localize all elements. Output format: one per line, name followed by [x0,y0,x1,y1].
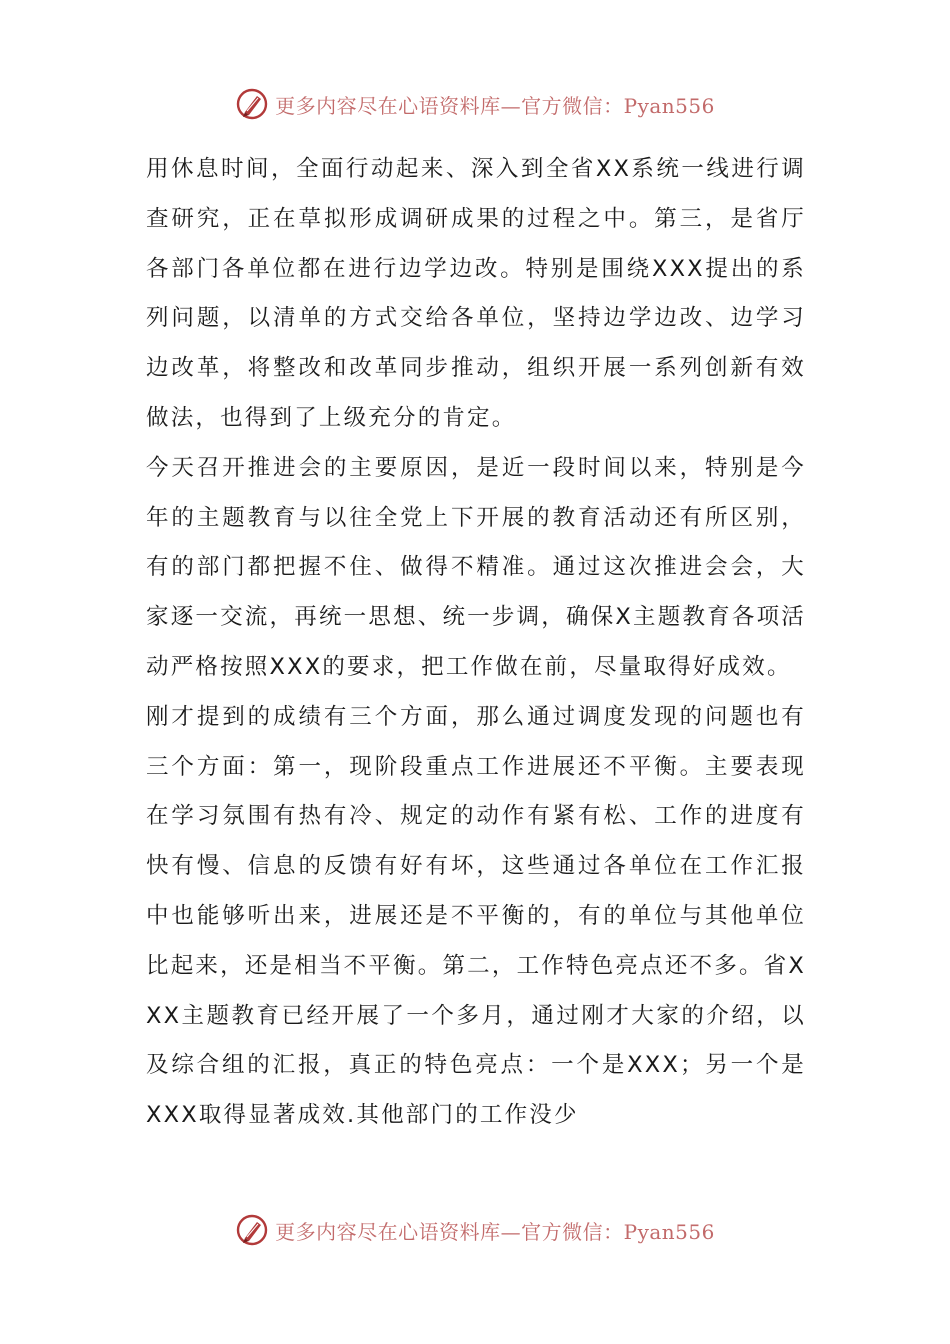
pen-nib-circle-icon [235,1213,269,1247]
banner-text: 更多内容尽在心语资料库—官方微信：Pyan556 [275,1219,715,1244]
banner-text: 更多内容尽在心语资料库—官方微信：Pyan556 [275,93,715,118]
header-banner [0,84,950,124]
document-body [146,145,806,1141]
paragraph: 刚才提到的成绩有三个方面，那么通过调度发现的问题也有三个方面：第一，现阶段重点工作进展还不平衡。主要表现在学习氛围有热有冷、规定的动作有紧有松、工作的进度有快有慢、信息的反馈有好有坏，这些通过各单位在工作汇报中也能够听出来，进展还是不平衡的，有的单位与其他单位比起来，还是相当不平衡。第二，工作特色亮点还不多。省XXX主题教育已经开展了一个多月，通过刚才大家的介绍，以及综合组的汇报，真正的特色亮点：一个是XXX；另一个是XXX取得显著成效.其他部门的工作没少 [146,703,806,1129]
pen-nib-circle-icon [235,87,269,121]
paragraph: 用休息时间，全面行动起来、深入到全省XX系统一线进行调查研究，正在草拟形成调研成果的过程之中。第三，是省厅各部门各单位都在进行边学边改。特别是围绕XXX提出的系列问题，以清单的方式交给各单位，坚持边学边改、边学习边改革，将整改和改革同步推动，组织开展一系列创新有效做法，也得到了上级充分的肯定。 [146,156,806,431]
footer-banner [0,1210,950,1250]
paragraph: 今天召开推进会的主要原因，是近一段时间以来，特别是今年的主题教育与以往全党上下开展的教育活动还有所区别，有的部门都把握不住、做得不精准。通过这次推进会会，大家逐一交流，再统一思想、统一步调，确保X主题教育各项活动严格按照XXX的要求，把工作做在前，尽量取得好成效。 [146,454,806,680]
